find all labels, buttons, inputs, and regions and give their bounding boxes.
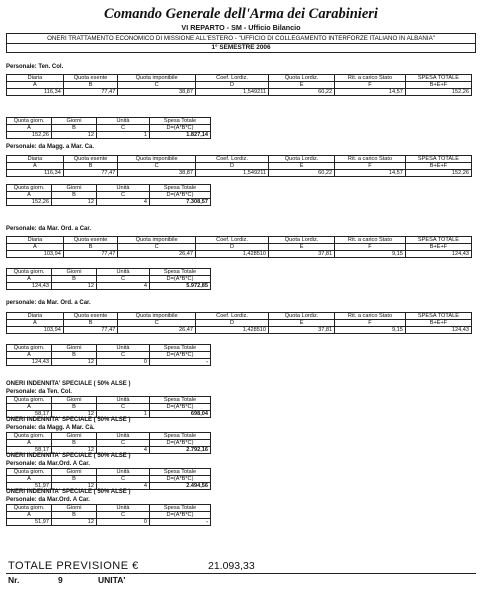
letter-f: F — [335, 244, 406, 251]
main-value-row — [7, 251, 472, 258]
value-quota-giorn: 152,26 — [7, 199, 52, 206]
section-label: Personale: da Mar. Ord. a Car. — [6, 226, 92, 232]
value-quota-imponibile: 38,87 — [118, 170, 196, 177]
letter-b: B — [52, 125, 97, 132]
value-quota-giorn: 58,17 — [7, 447, 52, 454]
value-spesa-totale: 698,04 — [150, 411, 211, 418]
header-giorni: Giorni — [52, 118, 97, 125]
letter-d: D — [196, 82, 269, 89]
letter-e: E — [269, 320, 335, 327]
letter-b: B — [63, 163, 118, 170]
value-spesa-totale: 2.494,56 — [150, 483, 211, 490]
formula-total: B+E+F — [405, 244, 471, 251]
header-quota-giorn: Quota giorn. — [7, 118, 52, 125]
letter-a: A — [7, 320, 64, 327]
value-giorni: 12 — [52, 519, 97, 526]
letter-b: B — [52, 276, 97, 283]
sub-letter-row — [7, 512, 211, 519]
header-coef-lordiz: Coef. Lordiz. — [196, 237, 269, 244]
header-unita: Unità — [97, 469, 150, 476]
value-spesa-totale: 2.792,16 — [150, 447, 211, 454]
value-spesa-totale: - — [150, 359, 211, 366]
letter-d: D — [196, 244, 269, 251]
letter-b: B — [52, 476, 97, 483]
letter-c: C — [97, 476, 150, 483]
header-quota-imponibile: Quota imponibile — [118, 156, 196, 163]
value-coef-lordiz: 1,549211 — [196, 89, 269, 96]
daily-total-table — [6, 344, 211, 366]
letter-c: C — [97, 440, 150, 447]
value-unita: 4 — [97, 283, 150, 290]
header-giorni: Giorni — [52, 397, 97, 404]
main-value-row — [7, 170, 472, 177]
header-quota-giorn: Quota giorn. — [7, 505, 52, 512]
header-quota-giorn: Quota giorn. — [7, 269, 52, 276]
special-section-label: Personale: da Mar.Ord. A Car. — [6, 497, 90, 503]
letter-a: A — [7, 440, 52, 447]
value-rit-carico-stato: 14,57 — [335, 89, 406, 96]
letter-c: C — [97, 125, 150, 132]
value-diaria: 116,34 — [7, 89, 64, 96]
value-quota-lordiz: 60,22 — [269, 89, 335, 96]
header-quota-imponibile: Quota imponibile — [118, 75, 196, 82]
header-spesa-totale: Spesa Totale — [150, 185, 211, 192]
letter-a: A — [7, 125, 52, 132]
letter-e: E — [269, 163, 335, 170]
letter-d: D — [196, 320, 269, 327]
value-quota-imponibile: 26,47 — [118, 251, 196, 258]
main-value-row — [7, 89, 472, 96]
main-header-row — [7, 313, 472, 320]
value-spesa-totale: 5.972,85 — [150, 283, 211, 290]
value-rit-carico-stato: 9,15 — [335, 327, 406, 334]
main-header-row — [7, 156, 472, 163]
formula-d: D=(A*B*C) — [150, 476, 211, 483]
header-quota-giorn: Quota giorn. — [7, 185, 52, 192]
special-section-title: ONERI INDENNITA' SPECIALE ( 50% ALSE ) — [6, 453, 131, 459]
header-giorni: Giorni — [52, 345, 97, 352]
header-quota-esente: Quota esente — [63, 313, 118, 320]
letter-c: C — [97, 352, 150, 359]
letter-c: C — [97, 512, 150, 519]
value-giorni: 12 — [52, 359, 97, 366]
formula-d: D=(A*B*C) — [150, 192, 211, 199]
value-quota-imponibile: 38,87 — [118, 89, 196, 96]
header-spesa-totale: SPESA TOTALE — [405, 313, 471, 320]
sub-value-row — [7, 199, 211, 206]
value-spesa-totale: 7.308,57 — [150, 199, 211, 206]
special-section-label: Personale: da Magg. A Mar. Cà. — [6, 425, 95, 431]
letter-a: A — [7, 163, 64, 170]
letter-d: D — [196, 163, 269, 170]
sub-letter-row — [7, 476, 211, 483]
header-quota-esente: Quota esente — [63, 237, 118, 244]
header-giorni: Giorni — [52, 433, 97, 440]
header-spesa-totale: Spesa Totale — [150, 469, 211, 476]
value-quota-esente: 77,47 — [63, 327, 118, 334]
special-section-title: ONERI INDENNITA' SPECIALE ( 50% ALSE ) — [6, 417, 131, 423]
value-quota-lordiz: 37,81 — [269, 327, 335, 334]
header-rit-carico-stato: Rit. a carico Stato — [335, 156, 406, 163]
letter-c: C — [118, 82, 196, 89]
special-total-table — [6, 468, 211, 490]
sub-header-row — [7, 505, 211, 512]
main-letter-row — [7, 163, 472, 170]
value-giorni: 12 — [52, 447, 97, 454]
value-spesa-totale: 124,43 — [405, 327, 471, 334]
header-spesa-totale: Spesa Totale — [150, 397, 211, 404]
formula-d: D=(A*B*C) — [150, 404, 211, 411]
sub-value-row — [7, 132, 211, 139]
header-quota-giorn: Quota giorn. — [7, 469, 52, 476]
special-section-title: ONERI INDENNITA' SPECIALE ( 50% ALSE ) — [6, 381, 131, 387]
letter-f: F — [335, 82, 406, 89]
header-quota-giorn: Quota giorn. — [7, 397, 52, 404]
header-diaria: Diaria — [7, 313, 64, 320]
sub-header-row — [7, 433, 211, 440]
semester-header: 1° SEMESTRE 2006 — [6, 44, 476, 53]
letter-c: C — [118, 244, 196, 251]
value-giorni: 12 — [52, 411, 97, 418]
header-spesa-totale: SPESA TOTALE — [405, 237, 471, 244]
formula-d: D=(A*B*C) — [150, 512, 211, 519]
value-coef-lordiz: 1,549211 — [196, 170, 269, 177]
header-spesa-totale: Spesa Totale — [150, 345, 211, 352]
sub-header-row — [7, 118, 211, 125]
header-giorni: Giorni — [52, 269, 97, 276]
value-quota-imponibile: 26,47 — [118, 327, 196, 334]
value-giorni: 12 — [52, 483, 97, 490]
value-giorni: 12 — [52, 199, 97, 206]
letter-c: C — [97, 404, 150, 411]
letter-e: E — [269, 244, 335, 251]
formula-total: B+E+F — [405, 163, 471, 170]
formula-total: B+E+F — [405, 82, 471, 89]
letter-f: F — [335, 320, 406, 327]
value-quota-giorn: 124,43 — [7, 359, 52, 366]
header-rit-carico-stato: Rit. a carico Stato — [335, 313, 406, 320]
value-unita: 4 — [97, 199, 150, 206]
special-section-label: Personale: da Mar.Ord. A Car. — [6, 461, 90, 467]
sub-header-row — [7, 269, 211, 276]
letter-b: B — [52, 352, 97, 359]
value-unita: 1 — [97, 132, 150, 139]
main-letter-row — [7, 244, 472, 251]
header-diaria: Diaria — [7, 156, 64, 163]
header-coef-lordiz: Coef. Lordiz. — [196, 75, 269, 82]
header-unita: Unità — [97, 397, 150, 404]
daily-total-table — [6, 184, 211, 206]
value-quota-lordiz: 60,22 — [269, 170, 335, 177]
letter-b: B — [52, 512, 97, 519]
formula-d: D=(A*B*C) — [150, 352, 211, 359]
value-quota-esente: 77,47 — [63, 89, 118, 96]
special-total-table — [6, 396, 211, 418]
header-diaria: Diaria — [7, 75, 64, 82]
header-giorni: Giorni — [52, 469, 97, 476]
formula-d: D=(A*B*C) — [150, 125, 211, 132]
formula-d: D=(A*B*C) — [150, 276, 211, 283]
header-quota-imponibile: Quota imponibile — [118, 313, 196, 320]
nr-label: Nr. — [8, 575, 20, 585]
daily-total-table — [6, 268, 211, 290]
header-quota-giorn: Quota giorn. — [7, 433, 52, 440]
value-quota-giorn: 58,17 — [7, 411, 52, 418]
special-section-label: Personale: da Ten. Col. — [6, 389, 72, 395]
letter-a: A — [7, 476, 52, 483]
value-diaria: 103,94 — [7, 251, 64, 258]
formula-d: D=(A*B*C) — [150, 440, 211, 447]
daily-total-table — [6, 117, 211, 139]
letter-a: A — [7, 276, 52, 283]
value-coef-lordiz: 1,428510 — [196, 327, 269, 334]
letter-b: B — [63, 244, 118, 251]
value-rit-carico-stato: 14,57 — [335, 170, 406, 177]
document-subtitle: VI REPARTO - SM - Ufficio Bilancio — [181, 23, 301, 32]
allowance-table — [6, 74, 472, 96]
value-unita: 4 — [97, 447, 150, 454]
special-total-table — [6, 432, 211, 454]
header-quota-lordiz: Quota Lordiz. — [269, 237, 335, 244]
header-quota-imponibile: Quota imponibile — [118, 237, 196, 244]
letter-a: A — [7, 404, 52, 411]
value-diaria: 116,34 — [7, 170, 64, 177]
sub-header-row — [7, 345, 211, 352]
header-quota-lordiz: Quota Lordiz. — [269, 156, 335, 163]
letter-a: A — [7, 512, 52, 519]
header-giorni: Giorni — [52, 185, 97, 192]
letter-b: B — [52, 192, 97, 199]
header-unita: Unità — [97, 505, 150, 512]
nr-value: 9 — [58, 575, 63, 585]
unita-label: UNITA' — [98, 575, 126, 585]
sub-value-row — [7, 283, 211, 290]
value-unita: 1 — [97, 411, 150, 418]
value-rit-carico-stato: 9,15 — [335, 251, 406, 258]
total-divider — [6, 573, 476, 574]
header-rit-carico-stato: Rit. a carico Stato — [335, 237, 406, 244]
sub-letter-row — [7, 404, 211, 411]
letter-a: A — [7, 244, 64, 251]
value-quota-giorn: 51,97 — [7, 519, 52, 526]
header-quota-lordiz: Quota Lordiz. — [269, 75, 335, 82]
header-spesa-totale: Spesa Totale — [150, 269, 211, 276]
value-unita: 0 — [97, 359, 150, 366]
value-giorni: 12 — [52, 132, 97, 139]
value-spesa-totale: - — [150, 519, 211, 526]
document-page — [6, 4, 476, 586]
oneri-header: ONERI TRATTAMENTO ECONOMICO DI MISSIONE ALL'ESTERO - "UFFICIO DI COLLEGAMENTO INTERFORZE ITALIANO IN ALBANIA" — [6, 33, 476, 44]
value-giorni: 12 — [52, 283, 97, 290]
header-spesa-totale: Spesa Totale — [150, 433, 211, 440]
sub-header-row — [7, 397, 211, 404]
header-quota-lordiz: Quota Lordiz. — [269, 313, 335, 320]
value-quota-giorn: 152,26 — [7, 132, 52, 139]
allowance-table — [6, 155, 472, 177]
letter-b: B — [52, 440, 97, 447]
value-spesa-totale: 152,26 — [405, 89, 471, 96]
value-spesa-totale: 152,26 — [405, 170, 471, 177]
sub-header-row — [7, 185, 211, 192]
allowance-table — [6, 236, 472, 258]
header-spesa-totale: Spesa Totale — [150, 118, 211, 125]
main-letter-row — [7, 82, 472, 89]
letter-e: E — [269, 82, 335, 89]
special-section-title: ONERI INDENNITA' SPECIALE ( 50% ALSE ) — [6, 489, 131, 495]
header-spesa-totale: Spesa Totale — [150, 505, 211, 512]
main-value-row — [7, 327, 472, 334]
value-diaria: 103,94 — [7, 327, 64, 334]
header-unita: Unità — [97, 433, 150, 440]
total-value: 21.093,33 — [208, 560, 255, 572]
letter-a: A — [7, 192, 52, 199]
value-quota-lordiz: 37,81 — [269, 251, 335, 258]
header-unita: Unità — [97, 185, 150, 192]
letter-c: C — [97, 276, 150, 283]
letter-f: F — [335, 163, 406, 170]
header-diaria: Diaria — [7, 237, 64, 244]
value-quota-giorn: 124,43 — [7, 283, 52, 290]
value-unita: 4 — [97, 483, 150, 490]
value-quota-esente: 77,47 — [63, 251, 118, 258]
total-row — [6, 559, 476, 573]
value-quota-esente: 77,47 — [63, 170, 118, 177]
letter-b: B — [63, 320, 118, 327]
header-giorni: Giorni — [52, 505, 97, 512]
value-spesa-totale: 1.827,14 — [150, 132, 211, 139]
sub-letter-row — [7, 440, 211, 447]
header-coef-lordiz: Coef. Lordiz. — [196, 313, 269, 320]
section-label: personale: da Mar. Ord. a Car. — [6, 300, 91, 306]
formula-total: B+E+F — [405, 320, 471, 327]
sub-value-row — [7, 359, 211, 366]
header-unita: Unità — [97, 269, 150, 276]
sub-letter-row — [7, 276, 211, 283]
sub-letter-row — [7, 352, 211, 359]
total-label: TOTALE PREVISIONE € — [8, 560, 139, 572]
main-letter-row — [7, 320, 472, 327]
letter-c: C — [118, 320, 196, 327]
document-title: Comando Generale dell'Arma dei Carabinieri — [104, 6, 378, 22]
special-total-table — [6, 504, 211, 526]
value-unita: 0 — [97, 519, 150, 526]
header-spesa-totale: SPESA TOTALE — [405, 156, 471, 163]
header-quota-giorn: Quota giorn. — [7, 345, 52, 352]
section-label: Personale: da Magg. a Mar. Ca. — [6, 144, 95, 150]
sub-value-row — [7, 519, 211, 526]
header-unita: Unità — [97, 345, 150, 352]
header-rit-carico-stato: Rit. a carico Stato — [335, 75, 406, 82]
value-coef-lordiz: 1,428510 — [196, 251, 269, 258]
sub-letter-row — [7, 192, 211, 199]
letter-c: C — [118, 163, 196, 170]
sub-header-row — [7, 469, 211, 476]
header-spesa-totale: SPESA TOTALE — [405, 75, 471, 82]
value-spesa-totale: 124,43 — [405, 251, 471, 258]
letter-a: A — [7, 82, 64, 89]
section-label: Personale: Ten. Col. — [6, 64, 64, 70]
header-quota-esente: Quota esente — [63, 156, 118, 163]
main-header-row — [7, 75, 472, 82]
header-coef-lordiz: Coef. Lordiz. — [196, 156, 269, 163]
header-quota-esente: Quota esente — [63, 75, 118, 82]
allowance-table — [6, 312, 472, 334]
letter-a: A — [7, 352, 52, 359]
letter-b: B — [52, 404, 97, 411]
main-header-row — [7, 237, 472, 244]
sub-letter-row — [7, 125, 211, 132]
header-unita: Unità — [97, 118, 150, 125]
value-quota-giorn: 51,97 — [7, 483, 52, 490]
letter-b: B — [63, 82, 118, 89]
letter-c: C — [97, 192, 150, 199]
